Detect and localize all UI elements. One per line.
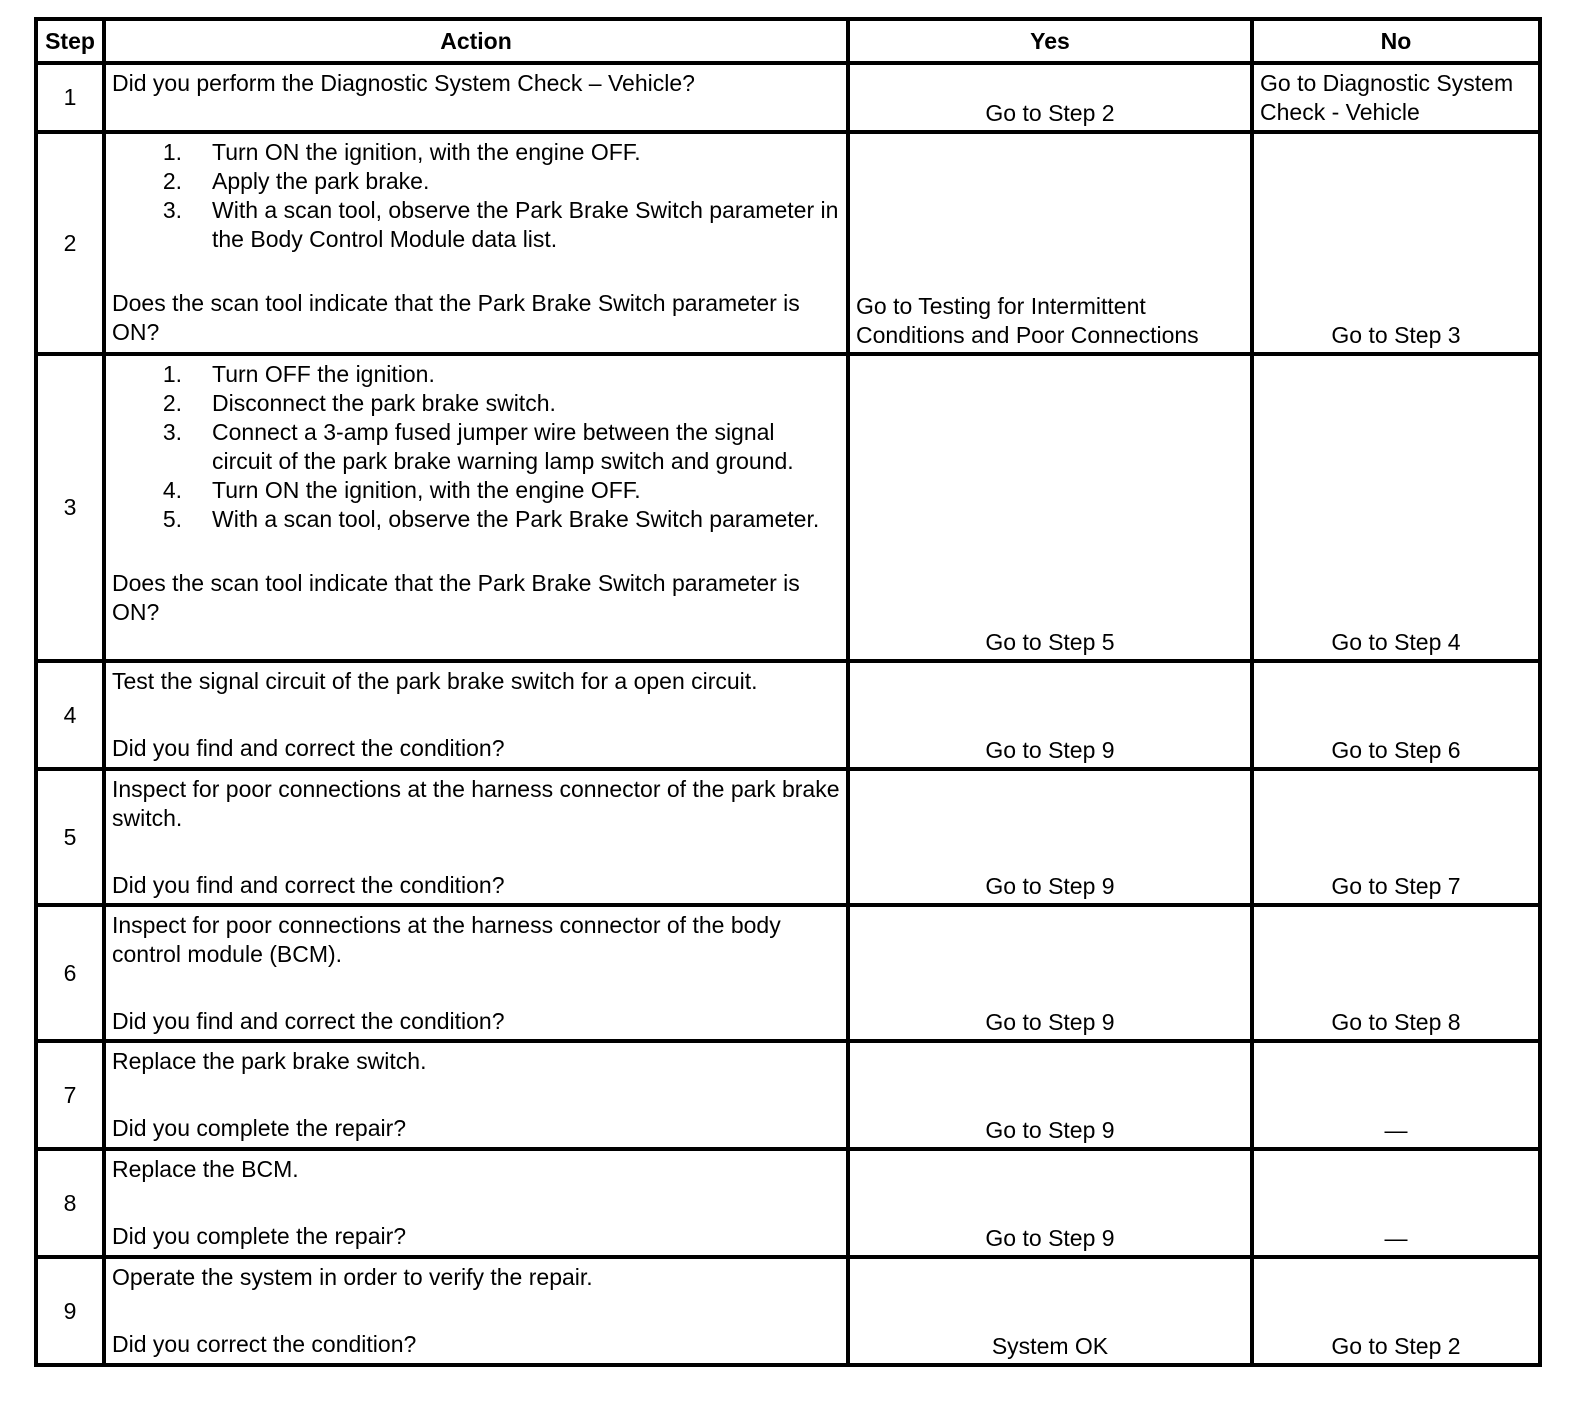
step-number: 5 xyxy=(36,769,104,905)
action-text: Test the signal circuit of the park brake switch for a open circuit. xyxy=(112,668,758,694)
action-cell xyxy=(104,63,848,132)
list-item: 1. Turn OFF the ignition. xyxy=(162,361,435,387)
step-number: 7 xyxy=(36,1041,104,1149)
list-item: 2. Apply the park brake. xyxy=(162,168,430,194)
yes-result: Go to Step 9 xyxy=(848,1041,1252,1149)
step-number: 3 xyxy=(36,354,104,661)
action-cell xyxy=(104,661,848,769)
yes-result: System OK xyxy=(848,1257,1252,1365)
table-row xyxy=(36,905,1540,1041)
header-step: Step xyxy=(36,19,104,63)
list-item: 4. Turn ON the ignition, with the engine OFF. xyxy=(162,477,641,503)
step-number: 4 xyxy=(36,661,104,769)
table-row xyxy=(36,1041,1540,1149)
action-cell xyxy=(104,1149,848,1257)
header-no: No xyxy=(1252,19,1540,63)
no-result: Go to Step 7 xyxy=(1252,769,1540,905)
procedure-list xyxy=(112,360,840,534)
action-cell xyxy=(104,1041,848,1149)
table-row xyxy=(36,354,1540,661)
action-text: Replace the BCM. xyxy=(112,1156,299,1182)
yes-result: Go to Step 9 xyxy=(848,769,1252,905)
yes-result: Go to Testing for Intermittent Conditions and Poor Connections xyxy=(848,132,1252,354)
table-row xyxy=(36,1149,1540,1257)
action-cell xyxy=(104,354,848,661)
list-item: 2. Disconnect the park brake switch. xyxy=(162,390,556,416)
table-row xyxy=(36,132,1540,354)
list-item: 5. With a scan tool, observe the Park Brake Switch parameter. xyxy=(162,506,820,532)
question-text: Did you correct the condition? xyxy=(112,1331,417,1357)
question-text: Does the scan tool indicate that the Park Brake Switch parameter is ON? xyxy=(112,570,800,625)
question-text: Did you find and correct the condition? xyxy=(112,872,505,898)
list-item: 3. With a scan tool, observe the Park Brake Switch parameter in the Body Control Module data list. xyxy=(162,197,839,252)
procedure-list xyxy=(112,138,840,254)
no-result: — xyxy=(1252,1041,1540,1149)
step-number: 6 xyxy=(36,905,104,1041)
no-result: Go to Step 2 xyxy=(1252,1257,1540,1365)
no-result: Go to Step 4 xyxy=(1252,354,1540,661)
table-row xyxy=(36,661,1540,769)
yes-result: Go to Step 5 xyxy=(848,354,1252,661)
step-number: 1 xyxy=(36,63,104,132)
step-number: 8 xyxy=(36,1149,104,1257)
step-number: 9 xyxy=(36,1257,104,1365)
yes-result: Go to Step 9 xyxy=(848,661,1252,769)
no-result: Go to Diagnostic System Check - Vehicle xyxy=(1252,63,1540,132)
table-row xyxy=(36,769,1540,905)
table-row xyxy=(36,63,1540,132)
no-result: — xyxy=(1252,1149,1540,1257)
action-text: Inspect for poor connections at the harness connector of the body control module (BCM). xyxy=(112,912,781,967)
question-text: Did you complete the repair? xyxy=(112,1223,407,1249)
header-yes: Yes xyxy=(848,19,1252,63)
action-text: Operate the system in order to verify the repair. xyxy=(112,1264,593,1290)
action-text: Did you perform the Diagnostic System Check – Vehicle? xyxy=(112,70,695,96)
question-text: Did you find and correct the condition? xyxy=(112,735,505,761)
action-cell xyxy=(104,769,848,905)
list-item: 3. Connect a 3-amp fused jumper wire between the signal circuit of the park brake warning lamp switch and ground. xyxy=(162,419,794,474)
no-result: Go to Step 8 xyxy=(1252,905,1540,1041)
no-result: Go to Step 3 xyxy=(1252,132,1540,354)
diagnostic-table xyxy=(34,17,1542,1367)
action-text: Inspect for poor connections at the harness connector of the park brake switch. xyxy=(112,776,840,831)
no-result: Go to Step 6 xyxy=(1252,661,1540,769)
yes-result: Go to Step 9 xyxy=(848,905,1252,1041)
yes-result: Go to Step 2 xyxy=(848,63,1252,132)
list-item: 1. Turn ON the ignition, with the engine OFF. xyxy=(162,139,641,165)
action-cell xyxy=(104,1257,848,1365)
action-cell xyxy=(104,905,848,1041)
action-cell xyxy=(104,132,848,354)
yes-result: Go to Step 9 xyxy=(848,1149,1252,1257)
question-text: Did you find and correct the condition? xyxy=(112,1008,505,1034)
question-text: Did you complete the repair? xyxy=(112,1115,407,1141)
table-row xyxy=(36,1257,1540,1365)
action-text: Replace the park brake switch. xyxy=(112,1048,427,1074)
question-text: Does the scan tool indicate that the Park Brake Switch parameter is ON? xyxy=(112,290,800,345)
header-action: Action xyxy=(104,19,848,63)
header-row xyxy=(36,19,1540,63)
step-number: 2 xyxy=(36,132,104,354)
